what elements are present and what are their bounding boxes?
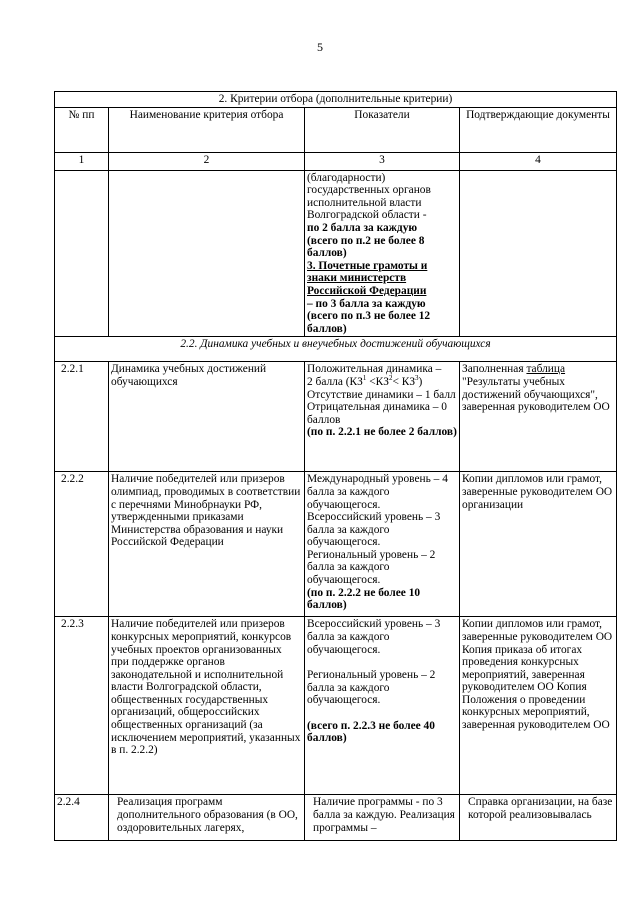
document-text: Заполненная [462,363,527,376]
formula-part: ) [418,375,423,388]
page-number: 5 [317,40,323,54]
indicator-text: Международный уровень – 4 балла за каждого обучающегося. [307,473,448,511]
documents-cell: Копии дипломов или грамот, заверенные руководителем ОО организации [460,472,617,617]
subsection-title: 2.2. Динамика учебных и внеучебных достижений обучающихся [55,337,617,362]
indicator-text: Всероссийский уровень – 3 балла за каждого обучающегося. [307,618,441,656]
criterion-name: Наличие победителей или призеров олимпиад, проводимых в соответствии с перечнями Минобрнауки РФ, утвержденными приказами Министерства образования и науки Российской Федерации [109,472,305,617]
header-criterion-name: Наименование критерия отбора [109,107,305,152]
total-limit-text: (всего по п.2 не более 8 [307,234,425,247]
column-number: 1 [55,152,109,170]
documents-cell: Справка организации, на базе которой реализовывалась [460,795,617,841]
row-number: 2.2.3 [55,617,109,795]
criteria-table [54,91,617,841]
table-header-row [55,107,617,152]
indicator-text: Всероссийский уровень – 3 балла за каждого обучающегося. [307,511,441,549]
item-heading: Российской Федерации [307,284,427,297]
column-numbers-row [55,152,617,170]
formula-part: <КЗ [366,375,389,388]
item-heading: 3. Почетные грамоты и [307,259,428,272]
indicators-cell [305,472,460,617]
text-line: (благодарности) [307,171,386,184]
indicator-formula [307,376,457,389]
indicator-text: Отрицательная динамика – 0 баллов [307,401,447,426]
points-text: по 2 балла за каждую [307,221,418,234]
text-line: государственных органов [307,184,431,197]
continuation-indicators [305,170,460,337]
formula-part: 2 [388,374,393,383]
section-title: 2. Критерии отбора (дополнительные критерии) [55,92,617,108]
table-row [55,472,617,617]
header-indicators: Показатели [305,107,460,152]
row-number: 2.2.1 [55,362,109,472]
table-row [55,362,617,472]
row-number: 2.2.4 [55,795,109,841]
continuation-row [55,170,617,337]
column-number: 3 [305,152,460,170]
column-number: 2 [109,152,305,170]
criterion-name: Динамика учебных достижений обучающихся [109,362,305,472]
document-link-text: таблица [526,363,566,376]
header-number: № пп [55,107,109,152]
item-heading: знаки министерств [307,272,407,285]
continuation-empty-cell [109,170,305,337]
subsection-title-row [55,337,617,362]
table-row [55,617,617,795]
indicators-cell [305,362,460,472]
total-limit-text: (по п. 2.2.1 не более 2 баллов) [307,426,457,439]
indicator-text: Положительная динамика – [307,363,442,376]
row-number: 2.2.2 [55,472,109,617]
total-limit-text: баллов) [307,322,347,335]
text-line: Волгоградской области - [307,209,427,222]
indicators-cell: Наличие программы - по 3 балла за каждую. Реализация программы – [305,795,460,841]
formula-part: 2 балла (КЗ [307,375,363,388]
total-limit-text: (по п. 2.2.2 не более 10 баллов) [307,586,421,612]
continuation-empty-cell [460,170,617,337]
formula-part: < КЗ [392,375,416,388]
column-number: 4 [460,152,617,170]
table-row [55,795,617,841]
total-limit-text: (всего по п.3 не более 12 [307,310,431,323]
criterion-name: Наличие победителей или призеров конкурсных мероприятий, конкурсов учебных проектов организованных при поддержке органов законодательной и исполнительной власти Волгоградской области, общественных государственных организаций, общероссийских общественных организаций (за исключением мероприятий, указанных в п. 2.2.2) [109,617,305,795]
indicator-text: Отсутствие динамики – 1 балл [307,388,456,401]
continuation-empty-cell [55,170,109,337]
section-title-row [55,92,617,108]
documents-cell: Копии дипломов или грамот, заверенные руководителем ОО Копия приказа об итогах проведения конкурсных мероприятий, заверенная руководителем ОО Копия Положения о проведении конкурсных мероприятий, заверенная руководителем ОО [460,617,617,795]
points-text: – по 3 балла за каждую [307,297,426,310]
total-limit-text: (всего п. 2.2.3 не более 40 баллов) [307,719,435,745]
indicator-text: Региональный уровень – 2 балла за каждого обучающегося. [307,669,436,707]
indicators-cell [305,617,460,795]
indicator-text: Региональный уровень – 2 балла за каждого обучающегося. [307,548,436,587]
total-limit-text: баллов) [307,247,347,260]
formula-part: 1 [362,374,367,383]
document-text: "Результаты учебных достижений обучающихся", заверенная руководителем ОО [462,375,610,414]
criterion-name: Реализация программ дополнительного образования (в ОО, оздоровительных лагерях, [109,795,305,841]
documents-cell [460,362,617,472]
formula-part: 3 [415,374,419,383]
text-line: исполнительной власти [307,196,422,209]
header-documents: Подтверждающие документы [460,107,617,152]
